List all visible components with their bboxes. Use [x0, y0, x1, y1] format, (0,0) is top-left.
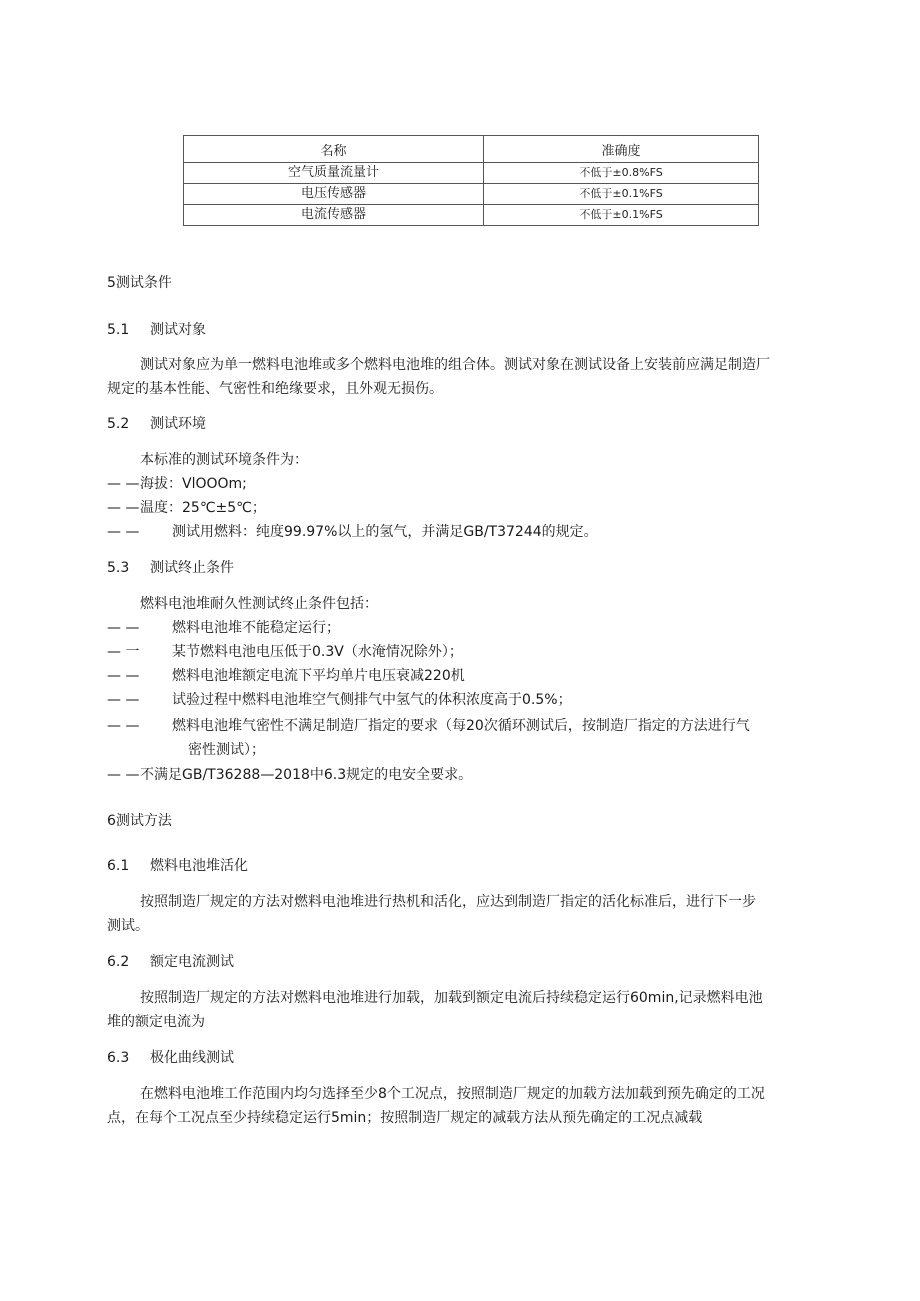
table-cell-name: 电压传感器	[184, 184, 484, 205]
section-5-3-number: 5.3	[107, 560, 130, 576]
section-5-2-number: 5.2	[107, 416, 130, 432]
list-item: 海拔：VlOOOm;	[140, 476, 247, 492]
table-cell-name: 电流传感器	[184, 205, 484, 226]
table-header-row	[184, 136, 759, 163]
table-cell-name: 空气质量流量计	[184, 163, 484, 184]
list-item: 某节燃料电池电压低于0.3V（水淹情况除外）；	[172, 644, 463, 660]
table-cell-accuracy: 不低于±0.8%FS	[484, 163, 759, 184]
list-item: 燃料电池堆额定电流下平均单片电压衰减220机	[172, 668, 465, 684]
section-6-2-paragraph-line-2: 堆的额定电流为	[107, 1014, 205, 1030]
section-6-1-number: 6.1	[107, 858, 130, 874]
section-6-2-title: 额定电流测试	[150, 954, 234, 970]
list-item-dash: — —	[107, 668, 140, 684]
list-item-continuation: 密性测试）；	[188, 742, 265, 758]
section-6-title: 6测试方法	[107, 813, 172, 829]
section-5-2-title: 测试环境	[150, 416, 206, 432]
section-5-2-intro: 本标准的测试环境条件为：	[140, 452, 308, 468]
table-header-accuracy: 准确度	[484, 136, 759, 163]
section-6-1-paragraph-line-1: 按照制造厂规定的方法对燃料电池堆进行热机和活化，应达到制造厂指定的活化标准后，进行下一步	[140, 894, 756, 910]
list-item-dash: — —	[107, 692, 140, 708]
list-item-dash: — 一	[107, 644, 140, 660]
list-item: 试验过程中燃料电池堆空气侧排气中氢气的体积浓度高于0.5%；	[172, 692, 572, 708]
section-5-3-intro: 燃料电池堆耐久性测试终止条件包括：	[140, 596, 378, 612]
table-row	[184, 205, 759, 226]
section-5-3-title: 测试终止条件	[150, 560, 234, 576]
section-6-2-paragraph-line-1: 按照制造厂规定的方法对燃料电池堆进行加载，加载到额定电流后持续稳定运行60min,记录燃料电池	[140, 990, 763, 1006]
list-item: 温度：25℃±5℃；	[140, 500, 266, 516]
list-item-dash: — —	[107, 524, 140, 540]
table-cell-accuracy: 不低于±0.1%FS	[484, 205, 759, 226]
accuracy-table	[183, 135, 759, 226]
section-6-3-number: 6.3	[107, 1050, 130, 1066]
list-item-dash: — —	[107, 767, 140, 783]
list-item: 测试用燃料：纯度99.97%以上的氢气，并满足GB/T37244的规定。	[172, 524, 598, 540]
list-item: 燃料电池堆不能稳定运行；	[172, 620, 340, 636]
list-item-dash: — —	[107, 718, 140, 734]
list-item-dash: — —	[107, 476, 140, 492]
table-header-name: 名称	[184, 136, 484, 163]
section-6-3-title: 极化曲线测试	[150, 1050, 234, 1066]
section-5-1-title: 测试对象	[150, 322, 206, 338]
table-row	[184, 163, 759, 184]
table-row	[184, 184, 759, 205]
list-item-dash: — —	[107, 500, 140, 516]
section-5-1-paragraph-line-1: 测试对象应为单一燃料电池堆或多个燃料电池堆的组合体。测试对象在测试设备上安装前应满足制造厂	[140, 357, 770, 373]
section-6-3-paragraph-line-2: 点，在每个工况点至少持续稳定运行5min；按照制造厂规定的减载方法从预先确定的工况点减载	[107, 1110, 703, 1126]
section-6-1-paragraph-line-2: 测试。	[107, 918, 149, 934]
section-5-1-number: 5.1	[107, 322, 130, 338]
list-item-dash: — —	[107, 620, 140, 636]
section-6-2-number: 6.2	[107, 954, 130, 970]
section-5-1-paragraph-line-2: 规定的基本性能、气密性和绝缘要求，且外观无损伤。	[107, 381, 443, 397]
section-6-1-title: 燃料电池堆活化	[150, 858, 248, 874]
table-cell-accuracy: 不低于±0.1%FS	[484, 184, 759, 205]
list-item: 不满足GB/T36288—2018中6.3规定的电安全要求。	[140, 767, 473, 783]
section-5-title: 5测试条件	[107, 275, 172, 291]
list-item: 燃料电池堆气密性不满足制造厂指定的要求（每20次循环测试后，按制造厂指定的方法进行气	[172, 718, 750, 734]
section-6-3-paragraph-line-1: 在燃料电池堆工作范围内均匀选择至少8个工况点，按照制造厂规定的加载方法加载到预先确定的工况	[140, 1086, 765, 1102]
